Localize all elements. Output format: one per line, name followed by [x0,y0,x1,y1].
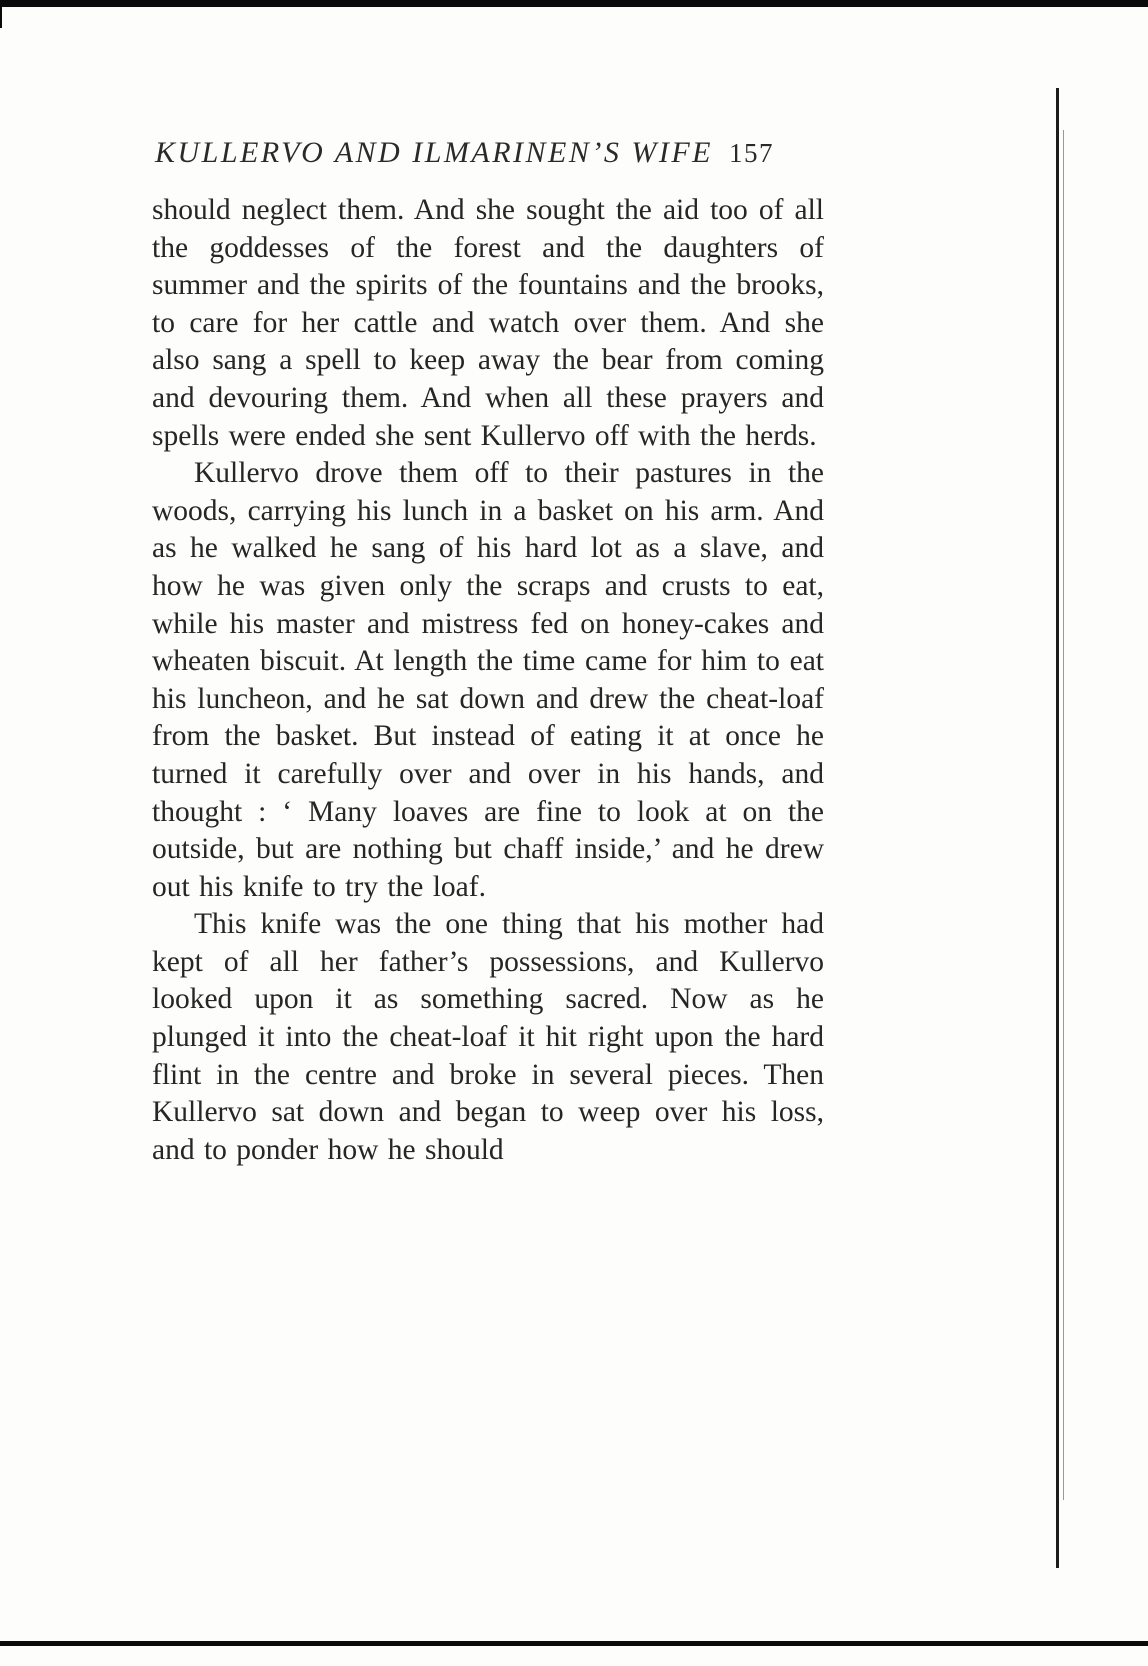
right-border-rule [1056,88,1059,1568]
right-border-rule-faint [1063,130,1064,1500]
chapter-title: KULLERVO AND ILMARINEN’S WIFE [155,136,713,169]
bottom-border-rule [0,1641,1148,1646]
paragraph: Kullervo drove them off to their pastures in the woods, carrying his lunch in a basket on his arm. And as he walked he sang of his hard lot as a slave, and how he was given only the scraps and crusts to eat, while his master and mistress fed on honey-cakes and wheaten biscuit. At length the time came for him to eat his luncheon, and he sat down and drew the cheat-loaf from the basket. But instead of eating it at once he turned it carefully over and over in his hands, and thought : ‘ Many loaves are fine to look at on the outside, but are nothing but chaff inside,’ and he drew out his knife to try the loaf. [152,457,824,903]
page-number: 157 [728,138,774,168]
running-header [155,136,855,170]
paragraph: This knife was the one thing that his mother had kept of all her father’s possessions, and Kullervo looked upon it as something sacred. Now as he plunged it into the cheat-loaf it hit right upon the hard flint in the centre and broke in several pieces. Then Kullervo sat down and began to weep over his loss, and to ponder how he should [152,908,824,1166]
left-border-rule [0,0,2,28]
top-border-rule [0,0,1148,7]
text-block [152,192,824,1169]
paragraph-continuation: should neglect them. And she sought the aid too of all the goddesses of the forest and the daughters of summer and the spirits of the fountains and the brooks, to care for her cattle and watch over them. And she also sang a spell to keep away the bear from coming and devouring them. And when all these prayers and spells were ended she sent Kullervo off with the herds. [152,194,824,452]
